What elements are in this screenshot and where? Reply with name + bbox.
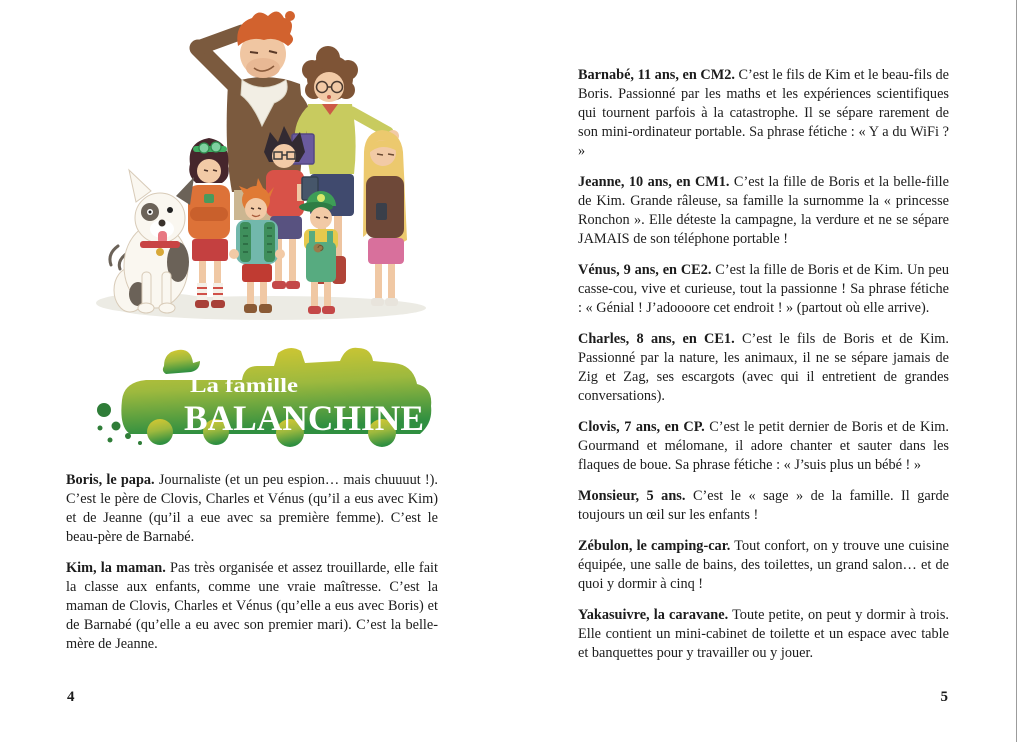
paragraph-lead: Boris, le papa. bbox=[66, 472, 155, 488]
paragraph-body: Tout confort, on y trouve une cuisine équipée, une salle de bains, des toilettes, un grand salon… et de quoi y dormir à cinq ! bbox=[578, 538, 950, 592]
page-number-right: 5 bbox=[940, 689, 948, 705]
logo-text-line1: La famille bbox=[190, 375, 299, 397]
left-page bbox=[66, 0, 438, 666]
paragraph-body: C’est le fils de Boris et de Kim. Passionné par la nature, les animaux, il ne se sépare jamais de Zig et Zag, ses escargots (avec qui il entretient de grandes conversations). bbox=[578, 331, 950, 404]
paragraph-barnabe bbox=[578, 66, 949, 161]
paragraph-lead: Vénus, 9 ans, en CE2. bbox=[578, 262, 712, 278]
paragraph-charles bbox=[578, 330, 949, 406]
family-illustration bbox=[66, 0, 438, 332]
paragraph-lead: Barnabé, 11 ans, en CM2. bbox=[578, 67, 735, 83]
page-edge-line bbox=[1016, 0, 1017, 742]
paragraph-monsieur bbox=[578, 487, 949, 525]
paragraph-body: C’est le fils de Kim et le beau-fils de Boris. Passionné par les maths et les expériences scientifiques qui tournent parfois à la catastrophe. Il se sépare rarement de son mini-ordinateur portable. Sa phrase fétiche : « Y a du WiFi ? » bbox=[578, 67, 949, 159]
venus-figure bbox=[188, 138, 230, 308]
jeanne-figure bbox=[363, 130, 407, 306]
right-page bbox=[578, 66, 949, 675]
family-logo-art bbox=[94, 336, 434, 450]
paragraph-body: C’est la fille de Boris et de Kim. Un peu casse-cou, vive et curieuse, tout la passionne ! Sa phrase fétiche : « Génial ! J’adoooore cet endroit ! » (partout où elle arrive). bbox=[578, 262, 949, 316]
paragraph-body: Journaliste (et un peu espion… mais chuuuut !). C’est le père de Clovis, Charles et Vénus (qu’il a eus avec Kim) et de Jeanne (qu’il a eue avec sa première femme). C’est le beau-père de Barnabé. bbox=[66, 472, 438, 545]
paragraph-zebulon bbox=[578, 537, 949, 594]
family-logo bbox=[94, 336, 438, 455]
paragraph-kim bbox=[66, 559, 438, 654]
paragraph-body: C’est le petit dernier de Boris et de Kim. Gourmand et mélomane, il adore chanter et sauter dans les flaques de boue. Sa phrase fétiche : « J’suis plus un bébé ! » bbox=[578, 419, 949, 473]
logo-text-line2: BALANCHINE bbox=[184, 398, 424, 438]
dog-figure bbox=[110, 170, 194, 313]
paragraph-yakasuivre bbox=[578, 606, 949, 663]
paragraph-jeanne bbox=[578, 173, 949, 249]
left-page-text bbox=[66, 471, 438, 654]
paragraph-body: C’est le « sage » de la famille. Il garde toujours un œil sur les enfants ! bbox=[578, 488, 950, 523]
paragraph-lead: Yakasuivre, la caravane. bbox=[578, 607, 729, 623]
paragraph-venus bbox=[578, 261, 949, 318]
paragraph-lead: Kim, la maman. bbox=[66, 560, 166, 576]
paragraph-lead: Jeanne, 10 ans, en CM1. bbox=[578, 174, 730, 190]
paragraph-body: Toute petite, on peut y dormir à trois. Elle contient un mini-cabinet de toilette et un espace avec table et banquettes pour y travailler ou y jouer. bbox=[578, 607, 949, 661]
paragraph-lead: Clovis, 7 ans, en CP. bbox=[578, 419, 705, 435]
paragraph-body: C’est la fille de Boris et la belle-fille de Kim. Grande râleuse, sa famille la surnomme la « princesse Ronchon ». Elle déteste la campagne, la verdure et ne se sépare JAMAIS de son téléphone portable ! bbox=[578, 174, 950, 247]
page-number-left: 4 bbox=[67, 689, 75, 705]
paragraph-boris bbox=[66, 471, 438, 547]
paragraph-body: Pas très organisée et assez trouillarde, elle fait la classe aux enfants, comme une vraie maîtresse. C’est la maman de Clovis, Charles et Vénus (qu’elle a eus avec Boris) et de Barnabé (qu’elle a eu avec son premier mari). C’est la belle-mère de Jeanne. bbox=[66, 560, 438, 652]
paragraph-lead: Charles, 8 ans, en CE1. bbox=[578, 331, 735, 347]
paragraph-clovis bbox=[578, 418, 949, 475]
paragraph-lead: Zébulon, le camping-car. bbox=[578, 538, 731, 554]
paragraph-lead: Monsieur, 5 ans. bbox=[578, 488, 686, 504]
